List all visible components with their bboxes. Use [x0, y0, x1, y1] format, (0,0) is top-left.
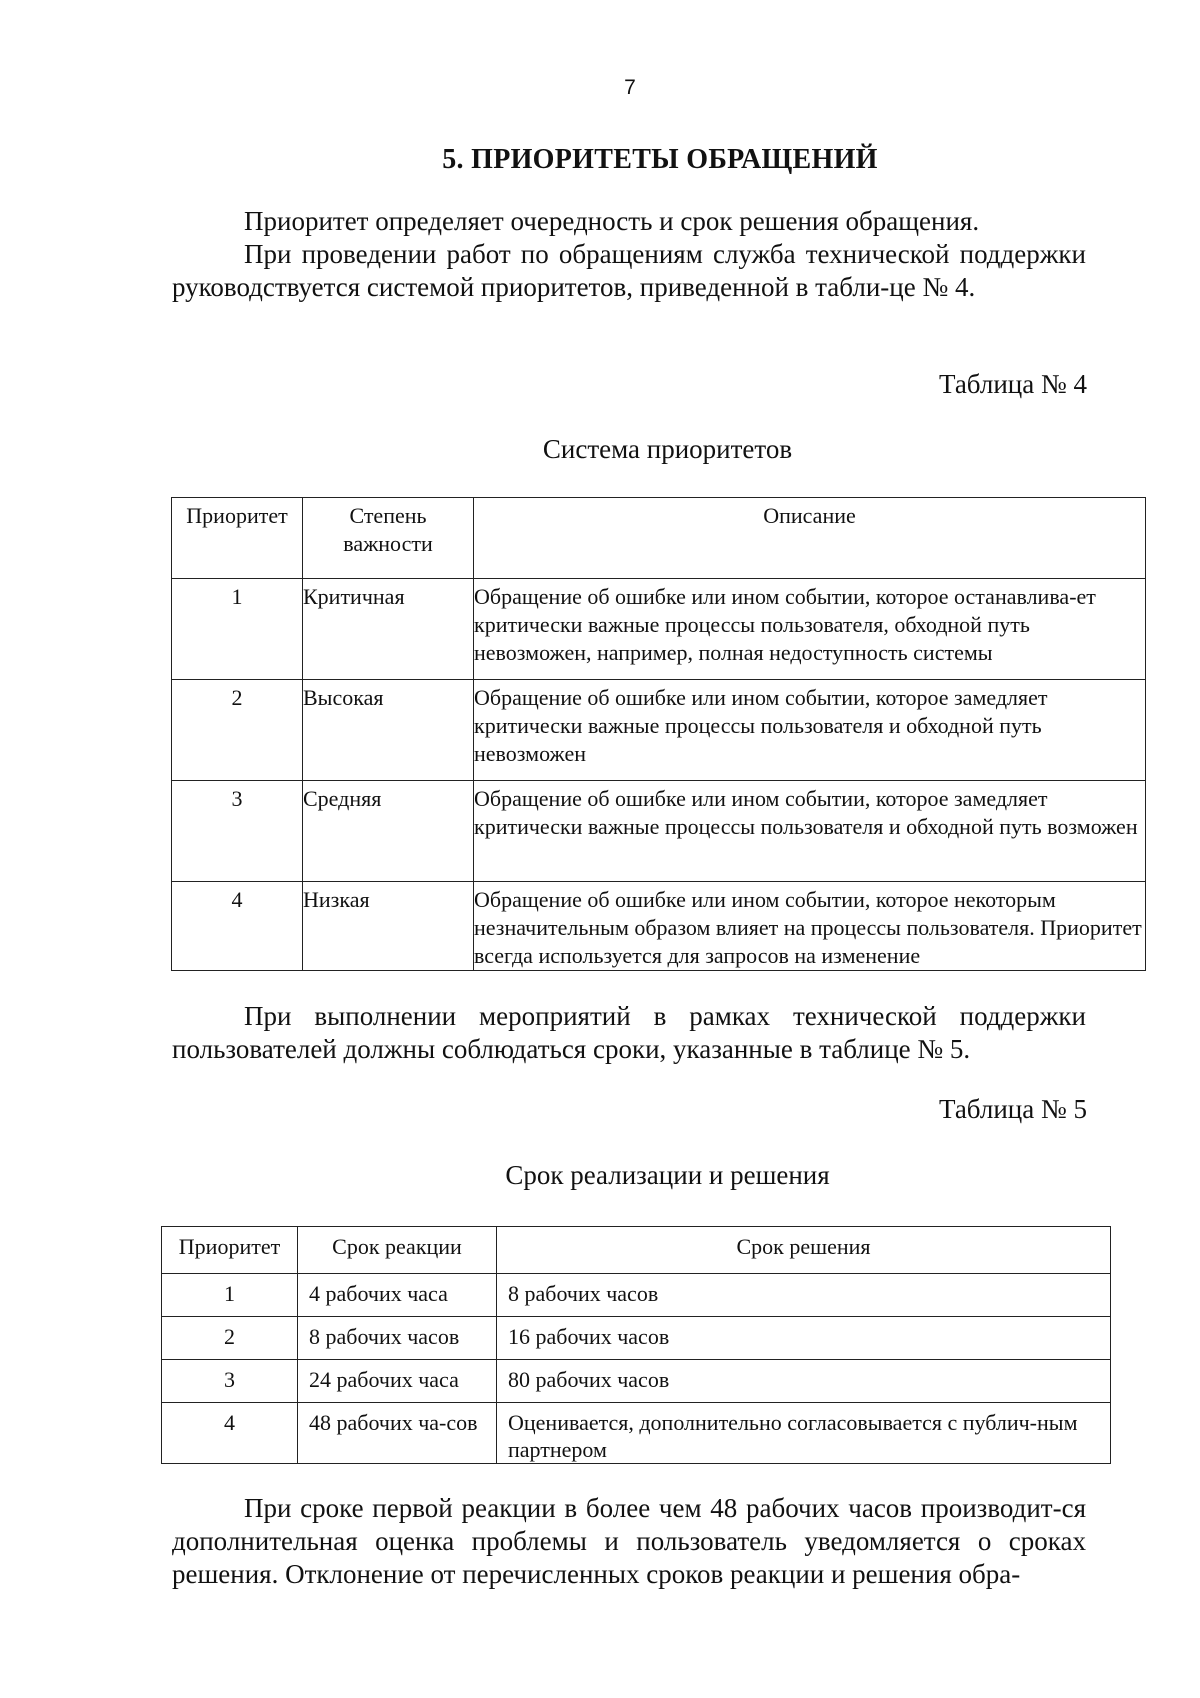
- table-row: [162, 1274, 1111, 1317]
- table-4-number: Таблица № 4: [939, 369, 1087, 399]
- header-priority: Приоритет: [162, 1227, 298, 1274]
- page-number: 7: [624, 76, 636, 99]
- description-cell: Обращение об ошибке или ином событии, которое замедляет критически важные процессы пользователя и обходной путь невозможен: [474, 680, 1146, 781]
- header-reaction-time: Срок реакции: [298, 1227, 497, 1274]
- importance-cell: Высокая: [303, 680, 474, 781]
- reaction-cell: 24 рабочих часа: [298, 1360, 497, 1403]
- priority-system-table: [171, 497, 1146, 971]
- priority-cell: 1: [162, 1274, 298, 1317]
- priority-cell: 1: [172, 579, 303, 680]
- header-importance: Степень важности: [303, 498, 474, 579]
- table-4-title: Система приоритетов: [542, 434, 793, 464]
- table-5-number: Таблица № 5: [939, 1094, 1087, 1124]
- table-row: [162, 1317, 1111, 1360]
- resolution-cell: 80 рабочих часов: [497, 1360, 1111, 1403]
- header-description: Описание: [474, 498, 1146, 579]
- closing-paragraph: При сроке первой реакции в более чем 48 рабочих часов производит-ся дополнительная оценка проблемы и пользователь уведомляется о сроках решения. Отклонение от перечисленных сроков реакции и решения обра-: [172, 1493, 1086, 1589]
- priority-cell: 4: [162, 1403, 298, 1464]
- resolution-cell: 8 рабочих часов: [497, 1274, 1111, 1317]
- reaction-cell: 8 рабочих часов: [298, 1317, 497, 1360]
- deadlines-paragraph: При выполнении мероприятий в рамках технической поддержки пользователей должны соблюдаться сроки, указанные в таблице № 5.: [172, 1001, 1086, 1064]
- resolution-cell: 16 рабочих часов: [497, 1317, 1111, 1360]
- priority-cell: 4: [172, 882, 303, 971]
- description-cell: Обращение об ошибке или ином событии, которое останавлива-ет критически важные процессы пользователя, обходной путь невозможен, например, полная недоступность системы: [474, 579, 1146, 680]
- table-header-row: [172, 498, 1146, 579]
- table-row: [172, 882, 1146, 971]
- table-row: [172, 680, 1146, 781]
- priority-cell: 3: [162, 1360, 298, 1403]
- priority-system-paragraph: При проведении работ по обращениям служба технической поддержки руководствуется системой приоритетов, приведенной в табли-це № 4.: [172, 239, 1086, 302]
- priority-cell: 2: [162, 1317, 298, 1360]
- section-heading: 5. ПРИОРИТЕТЫ ОБРАЩЕНИЙ: [442, 144, 878, 175]
- importance-cell: Низкая: [303, 882, 474, 971]
- table-5-title: Срок реализации и решения: [505, 1160, 830, 1190]
- reaction-cell: 4 рабочих часа: [298, 1274, 497, 1317]
- header-resolution-time: Срок решения: [497, 1227, 1111, 1274]
- description-cell: Обращение об ошибке или ином событии, которое некоторым незначительным образом влияет на процессы пользователя. Приоритет всегда используется для запросов на изменение: [474, 882, 1146, 971]
- reaction-cell: 48 рабочих ча-сов: [298, 1403, 497, 1464]
- description-cell: Обращение об ошибке или ином событии, которое замедляет критически важные процессы пользователя и обходной путь возможен: [474, 781, 1146, 882]
- deadlines-table: [161, 1226, 1111, 1464]
- table-header-row: [162, 1227, 1111, 1274]
- table-row: [162, 1403, 1111, 1464]
- priority-cell: 3: [172, 781, 303, 882]
- priority-cell: 2: [172, 680, 303, 781]
- header-priority: Приоритет: [172, 498, 303, 579]
- importance-cell: Критичная: [303, 579, 474, 680]
- intro-paragraph: Приоритет определяет очередность и срок решения обращения.: [244, 206, 980, 236]
- table-row: [172, 781, 1146, 882]
- table-row: [162, 1360, 1111, 1403]
- resolution-cell: Оценивается, дополнительно согласовывается с публич-ным партнером: [497, 1403, 1111, 1464]
- table-row: [172, 579, 1146, 680]
- importance-cell: Средняя: [303, 781, 474, 882]
